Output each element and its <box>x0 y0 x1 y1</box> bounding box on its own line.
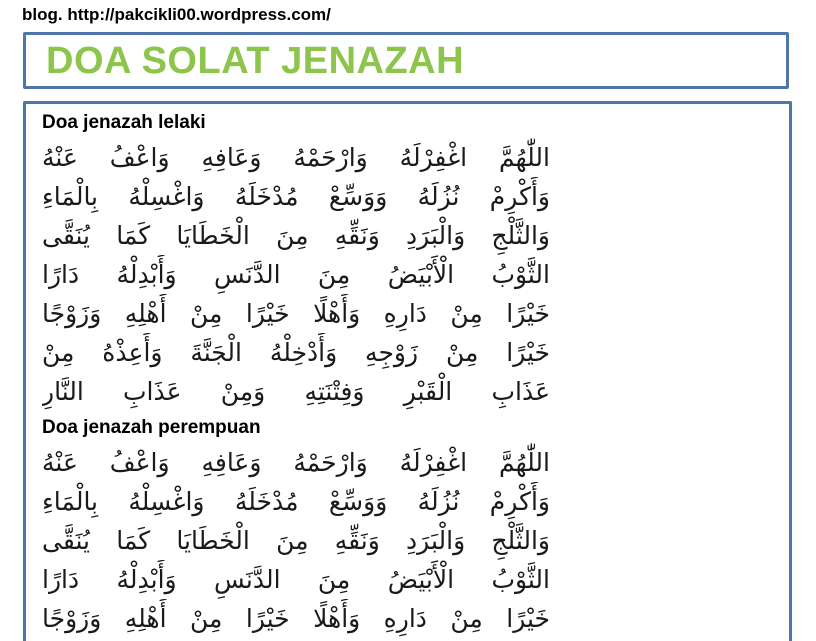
arabic-line: وَأَكْرِمْ نُزُلَهُ وَوَسِّعْ مُدْخَلَهُ وَاغْسِلْهُ بِالْمَاءِ <box>42 487 550 516</box>
arabic-line: وَالثَّلْجِ وَالْبَرَدِ وَنَقِّهِ مِنَ الْخَطَايَا كَمَا يُنَقَّى <box>42 221 550 250</box>
arabic-line: اللّٰهُمَّ اغْفِرْلَهُ وَارْحَمْهُ وَعَافِهِ وَاعْفُ عَنْهُ <box>42 143 550 172</box>
arabic-text-perempuan <box>42 443 550 638</box>
arabic-line: وَالثَّلْجِ وَالْبَرَدِ وَنَقِّهِ مِنَ الْخَطَايَا كَمَا يُنَقَّى <box>42 526 550 555</box>
section-heading-lelaki: Doa jenazah lelaki <box>42 112 206 133</box>
arabic-line: الثَّوْبُ الْأَبْيَضُ مِنَ الدَّنَسِ وَأَبْدِلْهُ دَارًا <box>42 565 550 594</box>
title-box <box>23 32 789 89</box>
arabic-line: خَيْرًا مِنْ زَوْجِهِ وَأَدْخِلْهُ الْجَنَّةَ وَأَعِذْهُ مِنْ <box>42 338 550 367</box>
blog-url: blog. http://pakcikli00.wordpress.com/ <box>22 5 331 24</box>
arabic-line: خَيْرًا مِنْ دَارِهِ وَأَهْلًا خَيْرًا مِنْ أَهْلِهِ وَزَوْجًا <box>42 604 550 633</box>
content-box <box>23 101 792 641</box>
arabic-line: الثَّوْبُ الْأَبْيَضُ مِنَ الدَّنَسِ وَأَبْدِلْهُ دَارًا <box>42 260 550 289</box>
arabic-line: اللّٰهُمَّ اغْفِرْلَهُ وَارْحَمْهُ وَعَافِهِ وَاعْفُ عَنْهُ <box>42 448 550 477</box>
section-heading-perempuan: Doa jenazah perempuan <box>42 417 261 438</box>
arabic-line: عَذَابِ الْقَبْرِ وَفِتْنَتِهِ وَمِنْ عَذَابِ النَّارِ <box>42 377 550 406</box>
arabic-text-lelaki <box>42 138 550 411</box>
page-title: DOA SOLAT JENAZAH <box>46 40 465 82</box>
arabic-line: وَأَكْرِمْ نُزُلَهُ وَوَسِّعْ مُدْخَلَهُ وَاغْسِلْهُ بِالْمَاءِ <box>42 182 550 211</box>
arabic-line: خَيْرًا مِنْ دَارِهِ وَأَهْلًا خَيْرًا مِنْ أَهْلِهِ وَزَوْجًا <box>42 299 550 328</box>
